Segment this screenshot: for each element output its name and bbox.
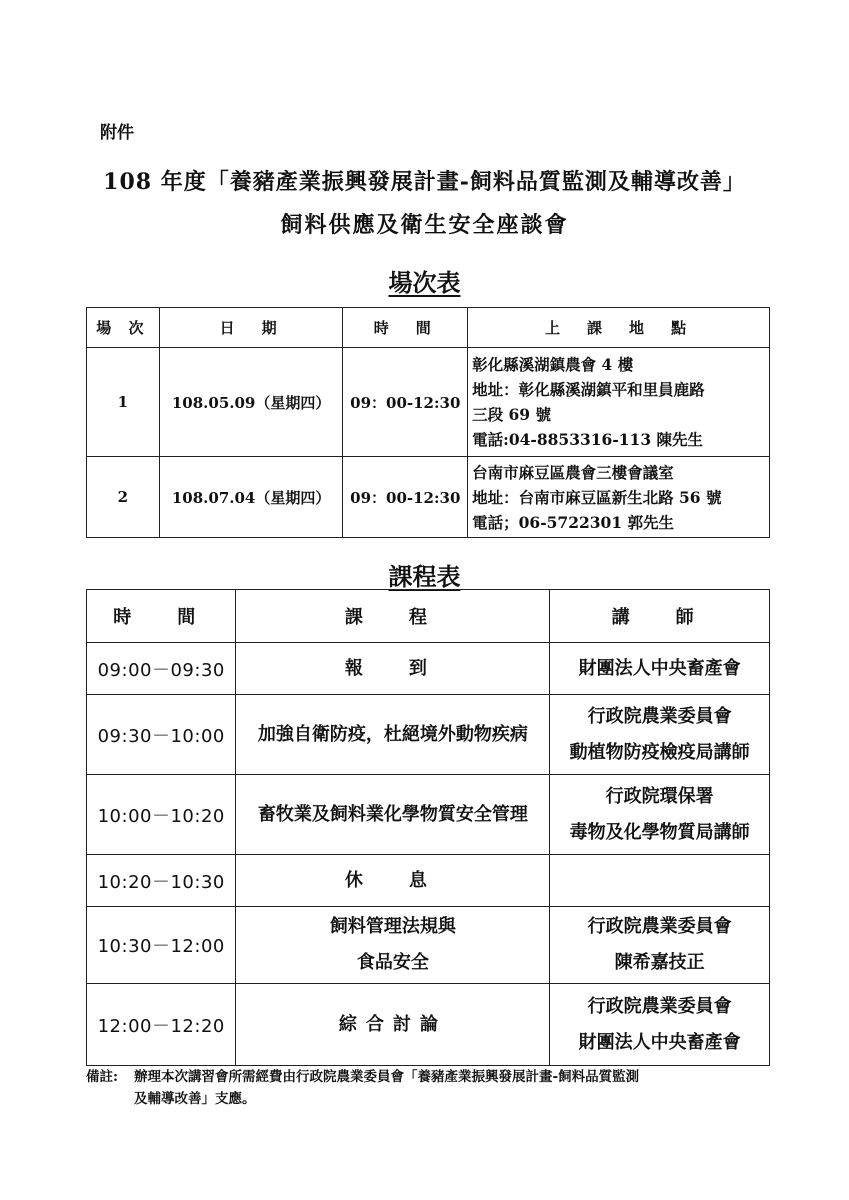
course-lecturer: 財團法人中央畜產會 bbox=[550, 643, 770, 695]
course-row bbox=[87, 907, 770, 984]
course-header-time: 時 間 bbox=[87, 590, 236, 643]
course-heading: 課程表 bbox=[388, 562, 461, 591]
session-location bbox=[468, 457, 770, 538]
course-header-row bbox=[87, 590, 770, 643]
session-time: 09：00-12:30 bbox=[343, 348, 468, 457]
schedule-header-time: 時 間 bbox=[343, 308, 468, 348]
course-time: 10:30－12:00 bbox=[87, 907, 236, 984]
course-time: 10:20－10:30 bbox=[87, 855, 236, 907]
schedule-row bbox=[87, 457, 770, 538]
schedule-row bbox=[87, 348, 770, 457]
course-title: 綜合討論 bbox=[236, 984, 550, 1066]
course-header-lecturer: 講 師 bbox=[550, 590, 770, 643]
session-location bbox=[468, 348, 770, 457]
location-line: 電話:04-8853316-113 陳先生 bbox=[472, 430, 704, 449]
session-number: 2 bbox=[87, 457, 160, 538]
course-lecturer: 行政院環保署 毒物及化學物質局講師 bbox=[550, 775, 770, 855]
course-lecturer bbox=[550, 855, 770, 907]
schedule-table bbox=[86, 307, 770, 538]
course-time: 09:30－10:00 bbox=[87, 695, 236, 775]
location-line: 彰化縣溪湖鎮農會 4 樓 bbox=[472, 355, 634, 374]
schedule-header-date: 日 期 bbox=[159, 308, 343, 348]
attachment-label: 附件 bbox=[100, 123, 134, 143]
course-header-course: 課 程 bbox=[236, 590, 550, 643]
course-row bbox=[87, 984, 770, 1066]
course-lecturer: 行政院農業委員會 動植物防疫檢疫局講師 bbox=[550, 695, 770, 775]
course-title: 加強自衛防疫，杜絕境外動物疾病 bbox=[236, 695, 550, 775]
course-row bbox=[87, 775, 770, 855]
location-line: 三段 69 號 bbox=[472, 405, 551, 424]
footnote-text-continued: 及輔導改善」支應。 bbox=[134, 1091, 256, 1107]
document-subtitle: 飼料供應及衛生安全座談會 bbox=[280, 212, 569, 238]
schedule-header-row bbox=[87, 308, 770, 348]
session-time: 09：00-12:30 bbox=[343, 457, 468, 538]
course-time: 09:00－09:30 bbox=[87, 643, 236, 695]
course-time: 10:00－10:20 bbox=[87, 775, 236, 855]
course-title: 飼料管理法規與 食品安全 bbox=[236, 907, 550, 984]
location-line: 地址：台南市麻豆區新生北路 56 號 bbox=[472, 487, 722, 507]
course-row bbox=[87, 855, 770, 907]
footnote-label: 備註: bbox=[86, 1069, 118, 1085]
course-title: 報 到 bbox=[236, 643, 550, 695]
schedule-header-location: 上 課 地 點 bbox=[468, 308, 770, 348]
course-row bbox=[87, 643, 770, 695]
course-table bbox=[86, 589, 770, 1066]
document-title: 108 年度「養豬產業振興發展計畫-飼料品質監測及輔導改善」 bbox=[103, 169, 746, 195]
session-date: 108.07.04（星期四） bbox=[159, 457, 343, 538]
schedule-heading: 場次表 bbox=[388, 268, 461, 297]
course-lecturer: 行政院農業委員會 財團法人中央畜產會 bbox=[550, 984, 770, 1066]
location-line: 地址：彰化縣溪湖鎮平和里員鹿路 bbox=[472, 380, 705, 399]
footnote-text: 辦理本次講習會所需經費由行政院農業委員會「養豬產業振興發展計畫-飼料品質監測 bbox=[134, 1069, 640, 1085]
location-line: 電話；06-5722301 郭先生 bbox=[472, 512, 675, 532]
course-title: 休 息 bbox=[236, 855, 550, 907]
course-lecturer: 行政院農業委員會 陳希嘉技正 bbox=[550, 907, 770, 984]
session-number: 1 bbox=[87, 348, 160, 457]
session-date: 108.05.09（星期四） bbox=[159, 348, 343, 457]
course-title: 畜牧業及飼料業化學物質安全管理 bbox=[236, 775, 550, 855]
course-row bbox=[87, 695, 770, 775]
schedule-header-session: 場 次 bbox=[87, 308, 160, 348]
footnote bbox=[86, 1066, 639, 1110]
location-line: 台南市麻豆區農會三樓會議室 bbox=[472, 462, 674, 482]
course-time: 12:00－12:20 bbox=[87, 984, 236, 1066]
